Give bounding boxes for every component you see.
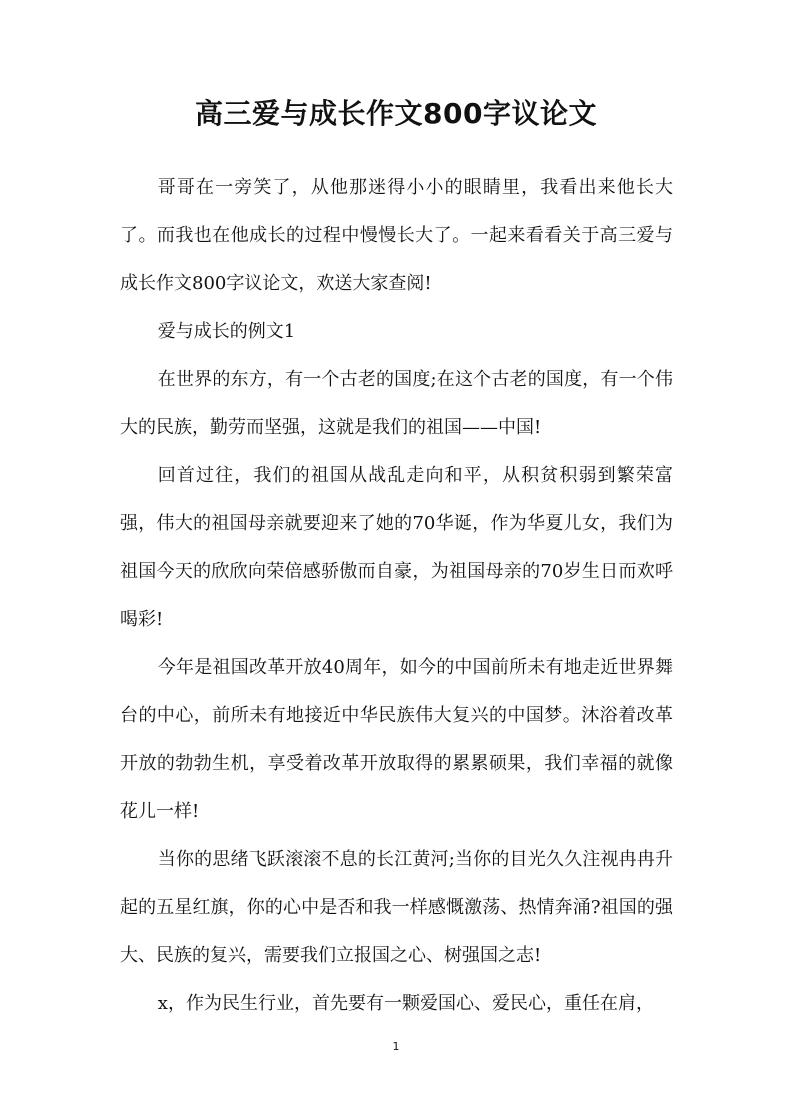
page-number: 1 [392, 1040, 400, 1053]
paragraph-thoughts: 当你的思绪飞跃滚滚不息的长江黄河;当你的目光久久注视冉冉升起的五星红旗，你的心中是否和我一样感慨激荡、热情奔涌?祖国的强大、民族的复兴，需要我们立报国之心、树强国之志! [120, 849, 673, 966]
document-title: 高三爱与成长作文800字议论文 [195, 97, 597, 130]
paragraph-reform-opening: 今年是祖国改革开放40周年，如今的中国前所未有地走近世界舞台的中心，前所未有地接近中华民族伟大复兴的中国梦。沐浴着改革开放的勃勃生机，享受着改革开放取得的累累硕果，我们幸福的就像花儿一样! [120, 657, 673, 822]
paragraph-livelihood: x，作为民生行业，首先要有一颗爱国心、爱民心，重任在肩， [157, 993, 654, 1014]
paragraph-east-nation: 在世界的东方，有一个古老的国度;在这个古老的国度，有一个伟大的民族，勤劳而坚强，这就是我们的祖国——中国! [120, 369, 673, 438]
paragraph-looking-back: 回首过往，我们的祖国从战乱走向和平，从积贫积弱到繁荣富强，伟大的祖国母亲就要迎来了她的70华诞，作为华夏儿女，我们为祖国今天的欣欣向荣倍感骄傲而自豪，为祖国母亲的70岁生日而欢呼喝彩! [120, 465, 673, 630]
document-body [120, 164, 673, 1028]
paragraph-example-heading: 爱与成长的例文1 [157, 321, 296, 342]
paragraph-intro: 哥哥在一旁笑了，从他那迷得小小的眼睛里，我看出来他长大了。而我也在他成长的过程中慢慢长大了。一起来看看关于高三爱与成长作文800字议论文，欢送大家查阅! [120, 177, 673, 294]
